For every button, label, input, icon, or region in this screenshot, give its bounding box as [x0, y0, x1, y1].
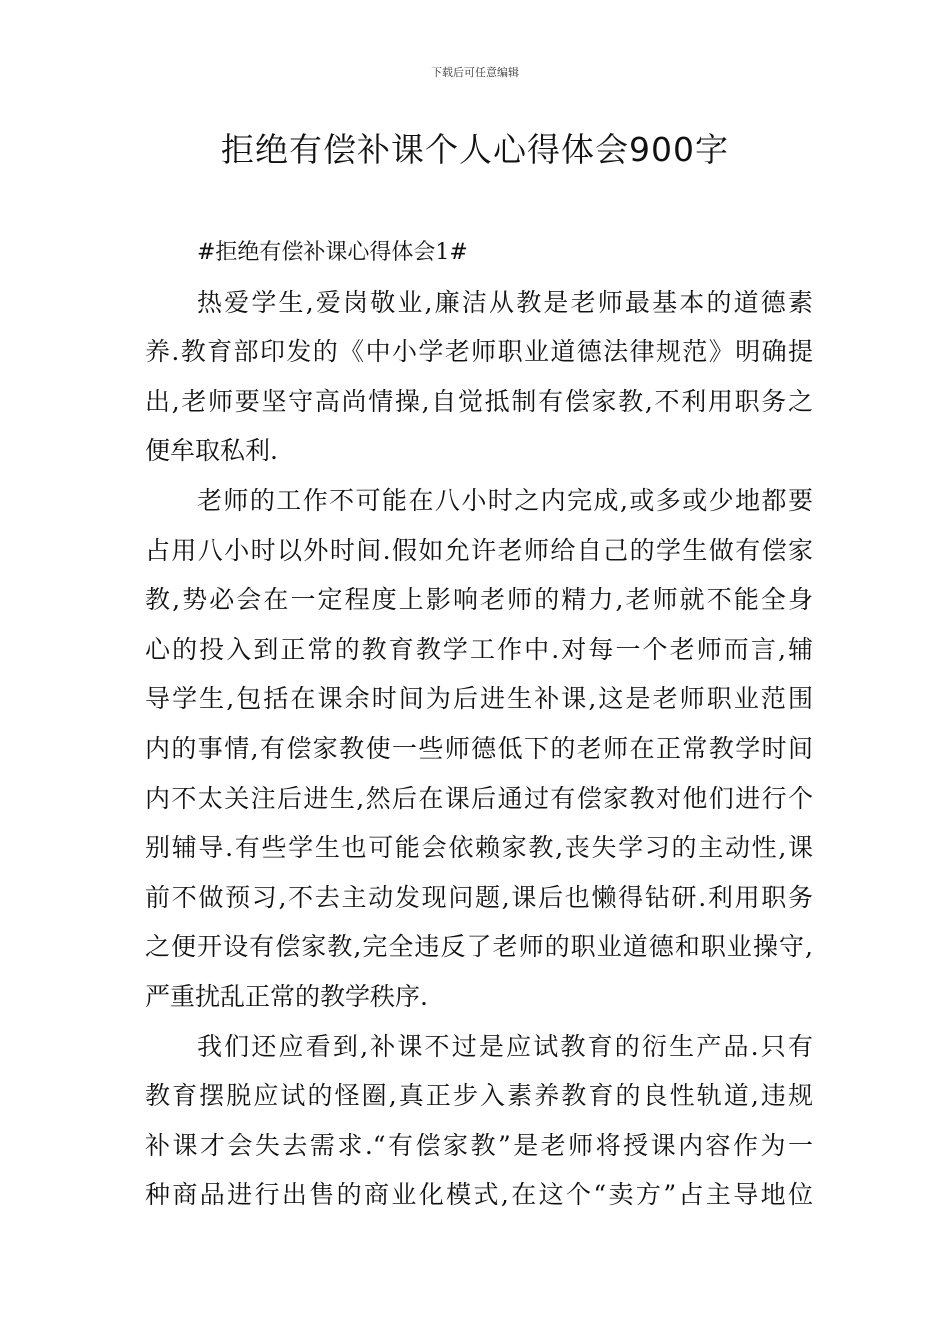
header-note: 下载后可任意编辑	[431, 66, 519, 79]
text-line: 前不做预习,不去主动发现问题,课后也懒得钻研.利用职务	[145, 882, 813, 912]
text-line: 热爱学生,爱岗敬业,廉洁从教是老师最基本的道德素	[197, 287, 813, 317]
paragraph	[145, 278, 813, 476]
text-line: 严重扰乱正常的教学秩序.	[145, 981, 428, 1011]
text-line: 老师的工作不可能在八小时之内完成,或多或少地都要	[197, 485, 813, 515]
text-line: 内的事情,有偿家教使一些师德低下的老师在正常教学时间	[145, 733, 813, 763]
text-line: 教,势必会在一定程度上影响老师的精力,老师就不能全身	[145, 585, 813, 615]
paragraph	[145, 1022, 813, 1220]
text-line: 别辅导.有些学生也可能会依赖家教,丧失学习的主动性,课	[145, 833, 813, 863]
text-line: 内不太关注后进生,然后在课后通过有偿家教对他们进行个	[145, 783, 813, 813]
document-body	[145, 228, 813, 1220]
paragraph	[145, 476, 813, 1022]
text-line: 导学生,包括在课余时间为后进生补课,这是老师职业范围	[145, 684, 813, 714]
text-line: 教育摆脱应试的怪圈,真正步入素养教育的良性轨道,违规	[145, 1081, 813, 1111]
text-line: 补课才会失去需求.“有偿家教”是老师将授课内容作为一	[145, 1130, 813, 1160]
text-line: 心的投入到正常的教育教学工作中.对每一个老师而言,辅	[145, 634, 813, 664]
text-line: 种商品进行出售的商业化模式,在这个“卖方”占主导地位	[145, 1180, 813, 1210]
text-line: 养.教育部印发的《中小学老师职业道德法律规范》明确提	[145, 337, 813, 367]
text-line: 便牟取私利.	[145, 436, 278, 466]
text-line: 我们还应看到,补课不过是应试教育的衍生产品.只有	[197, 1031, 813, 1061]
page-title: 拒绝有偿补课个人心得体会900字	[221, 130, 729, 169]
section-heading: #拒绝有偿补课心得体会1#	[197, 240, 468, 265]
text-line: 之便开设有偿家教,完全违反了老师的职业道德和职业操守,	[145, 932, 813, 962]
text-line: 占用八小时以外时间.假如允许老师给自己的学生做有偿家	[145, 535, 813, 565]
text-line: 出,老师要坚守高尚情操,自觉抵制有偿家教,不利用职务之	[145, 386, 813, 416]
